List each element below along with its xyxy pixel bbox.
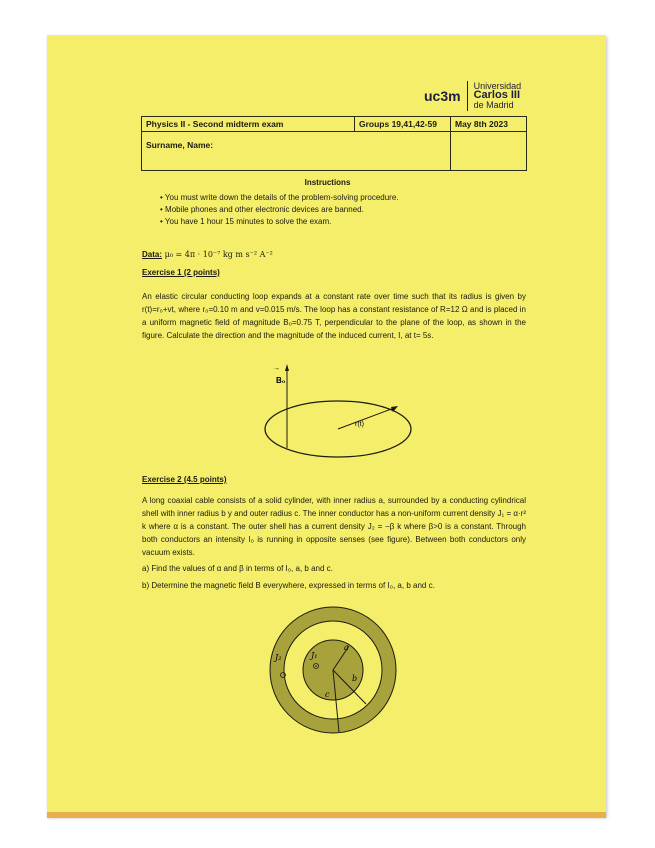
data-label: Data: xyxy=(142,250,163,259)
logo-line1: Universidad xyxy=(473,80,522,91)
label-J1: J₁ xyxy=(311,651,318,660)
field-label: B₀ xyxy=(276,376,286,385)
exercise2-title: Exercise 2 (4.5 points) xyxy=(142,475,227,484)
exam-groups: Groups 19,41,42-59 xyxy=(355,117,451,132)
exercise1-title: Exercise 1 (2 points) xyxy=(142,268,220,277)
label-b: b xyxy=(352,674,358,683)
exam-title: Physics II - Second midterm exam xyxy=(142,117,355,132)
instructions-title: Instructions xyxy=(304,178,351,187)
exercise1-text: An elastic circular conducting loop expands at a constant rate over time such that its radius is given by r(t)=r₀+vt, where r₀=0.10 m and v=0.015 m/s. The loop has a constant resistance of R=12 Ω and is placed in a uniform magnetic field of magnitude B₀=0.75 T, perpendicular to the plane of the loop, as shown in the figure. Calculate the direction and the magnitude of the induced current, I, at t= 5s. xyxy=(142,292,526,340)
logo-short: uc3m xyxy=(424,81,468,111)
logo-line3: de Madrid xyxy=(473,99,514,110)
instruction-item: • You must write down the details of the problem-solving procedure. xyxy=(160,192,399,204)
label-a: a xyxy=(344,643,349,652)
exercise2-question-a: a) Find the values of α and β in terms of I₀, a, b and c. xyxy=(142,564,333,573)
loop-figure xyxy=(265,364,411,457)
radius-label: r(t) xyxy=(355,421,364,428)
logo-line2: Carlos III xyxy=(473,89,521,102)
label-J2: J₂ xyxy=(275,653,282,662)
data-value: μ₀ = 4π · 10⁻⁷ kg m s⁻² A⁻² xyxy=(164,250,273,259)
coax-figure xyxy=(270,607,396,733)
exercise2-question-b: b) Determine the magnetic field B everywhere, expressed in terms of I₀, a, b and c. xyxy=(142,581,435,590)
radius-arrow xyxy=(338,408,394,429)
vector-mark: → xyxy=(273,365,280,372)
current-out-dot xyxy=(315,665,317,667)
exercise2-text: A long coaxial cable consists of a solid cylinder, with inner radius a, surrounded by a conducting cylindrical shell with inner radius b y and outer radius c. The inner conductor has a non-uniform current density J₁ = α·r² k where α is a constant. The outer shell has a current density J₂ = −β k where β>0 is a constant. Through both conductors an intensity I₀ is running in opposite senses (see figure). Between both conductors only vacuum exists. xyxy=(142,496,526,557)
surname-name-field[interactable]: Surname, Name: xyxy=(142,132,451,171)
instruction-item: • You have 1 hour 15 minutes to solve the exam. xyxy=(160,216,399,228)
exam-date: May 8th 2023 xyxy=(451,117,527,132)
field-arrow-head xyxy=(285,364,289,371)
instruction-item: • Mobile phones and other electronic devices are banned. xyxy=(160,204,399,216)
label-c: c xyxy=(325,690,330,699)
